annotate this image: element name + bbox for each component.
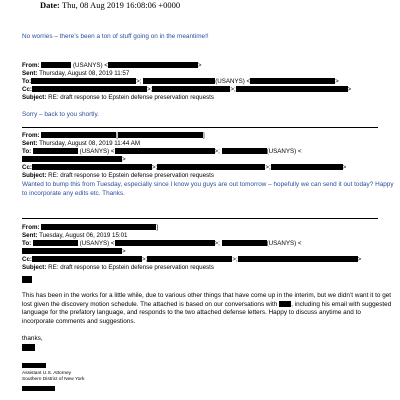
to-line: To: >; (USANYS) < > <box>22 78 339 85</box>
email-4-header <box>22 224 394 272</box>
from-line: From: ] <box>22 224 158 231</box>
divider <box>22 218 378 219</box>
signature-contact-redacted <box>22 386 55 393</box>
signoff-name-redacted <box>22 344 394 354</box>
date-value: Thu, 08 Aug 2019 16:08:06 +0000 <box>61 0 181 10</box>
signature-office: Southern District of New York <box>22 377 85 382</box>
subject-line: Subject: RE: draft response to Epstein defense preservation requests <box>22 264 214 271</box>
signature-title: Assistant U.S. Attorney <box>22 371 72 376</box>
cc-line: Cc: >; >; > <box>22 86 352 93</box>
cc-line: Cc: >; >; > <box>22 164 347 171</box>
to-line: To: (USANYS) < >; (USANYS) <> <box>22 240 302 255</box>
subject-line: Subject: RE: draft response to Epstein defense preservation requests <box>22 94 214 101</box>
cc-line: Cc: >; >; > <box>22 256 362 263</box>
greeting-redacted <box>22 276 394 286</box>
from-line: From: (USANYS) < > <box>22 62 202 69</box>
sent-line: Sent: Thursday, August 08, 2019 11:57 <box>22 70 130 77</box>
sent-line: Sent: Tuesday, August 06, 2019 15:01 <box>22 232 128 239</box>
from-line: From: ] <box>22 132 205 139</box>
to-line: To: (USANYS) < >; (USANYS) <> <box>22 148 302 163</box>
subject-line: Subject: RE: draft response to Epstein defense preservation requests <box>22 172 214 179</box>
email-3-header <box>22 132 394 180</box>
message-4-body: This has been in the works for a little while, due to various other things that have come up in the interim, but we didn’t want it to get lost given the discovery motion schedule. The attached is based on our conversations with , including his email with suggested language for the prefatory language, and responds to the two attached defense letters. Happy to discuss anytime and to incorporate comments and suggestions. <box>22 292 392 325</box>
message-4-signoff: thanks, <box>22 335 43 342</box>
email-2-header <box>22 62 394 102</box>
message-2-body: Sorry – back to you shortly. <box>22 111 99 118</box>
signature-name-redacted <box>22 363 46 370</box>
message-3-body: Wanted to bump this from Tuesday, especially since I know you guys are out tomorrow – hopefully we can send it out today? Happy to incorporate any edits etc. Thanks. <box>22 181 394 197</box>
date-line: Date: Thu, 08 Aug 2019 16:08:06 +0000 <box>40 0 181 10</box>
divider <box>22 127 378 128</box>
sent-line: Sent: Thursday, August 08, 2019 11:44 AM <box>22 140 140 147</box>
message-1-body: No worries – there’s been a ton of stuff going on in the meantime!! <box>22 33 209 40</box>
